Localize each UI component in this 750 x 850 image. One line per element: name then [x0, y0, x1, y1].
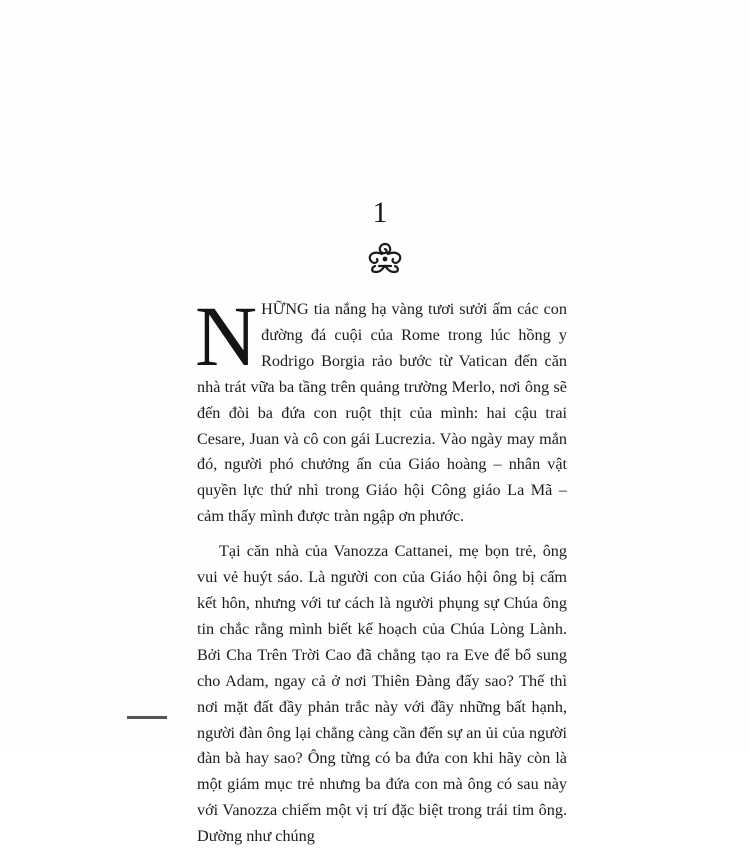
scan-edge-mark [127, 716, 167, 719]
fleuron-ornament-icon [365, 240, 405, 276]
chapter-body-text [195, 288, 567, 850]
paragraph-1-text: tia nắng hạ vàng tươi sưởi ấm các con đường đá cuội của Rome trong lúc hồng y Rodrigo Borgia rảo bước từ Vatican đến căn nhà trát vữa ba tầng trên quảng trường Merlo, nơi ông sẽ đến đòi ba đứa con ruột thịt của mình: hai cậu trai Cesare, Juan và cô con gái Lucrezia. Vào ngày may mắn đó, người phó chưởng ấn của Giáo hoàng – nhân vật quyền lực thứ nhì trong Giáo hội Công giáo La Mã – cảm thấy mình được tràn ngập ơn phước. [197, 300, 567, 526]
chapter-number: 1 [372, 196, 388, 229]
lead-in-small-caps: HỮNG [261, 300, 309, 318]
paragraph-1 [195, 288, 567, 530]
paragraph-2: Tại căn nhà của Vanozza Cattanei, mẹ bọn trẻ, ông vui vẻ huýt sáo. Là người con của Giáo hội ông bị cấm kết hôn, nhưng với tư cách là người phụng sự Chúa ông tin chắc rằng mình biết kế hoạch của Chúa Lòng Lành. Bởi Cha Trên Trời Cao đã chẳng tạo ra Eve để bổ sung cho Adam, ngay cả ở nơi Thiên Đàng đấy sao? Thế thì nơi mặt đất đầy phản trắc này với đầy những bất hạnh, người đàn ông lại chẳng càng cần đến sự an ủi của người đàn bà hay sao? Ông từng có ba đứa con khi hãy còn là một giám mục trẻ nhưng ba đứa con mà ông có sau này với Vanozza chiếm một vị trí đặc biệt trong trái tim ông. Dường như chúng [197, 542, 567, 846]
drop-cap-letter: N [195, 288, 258, 384]
